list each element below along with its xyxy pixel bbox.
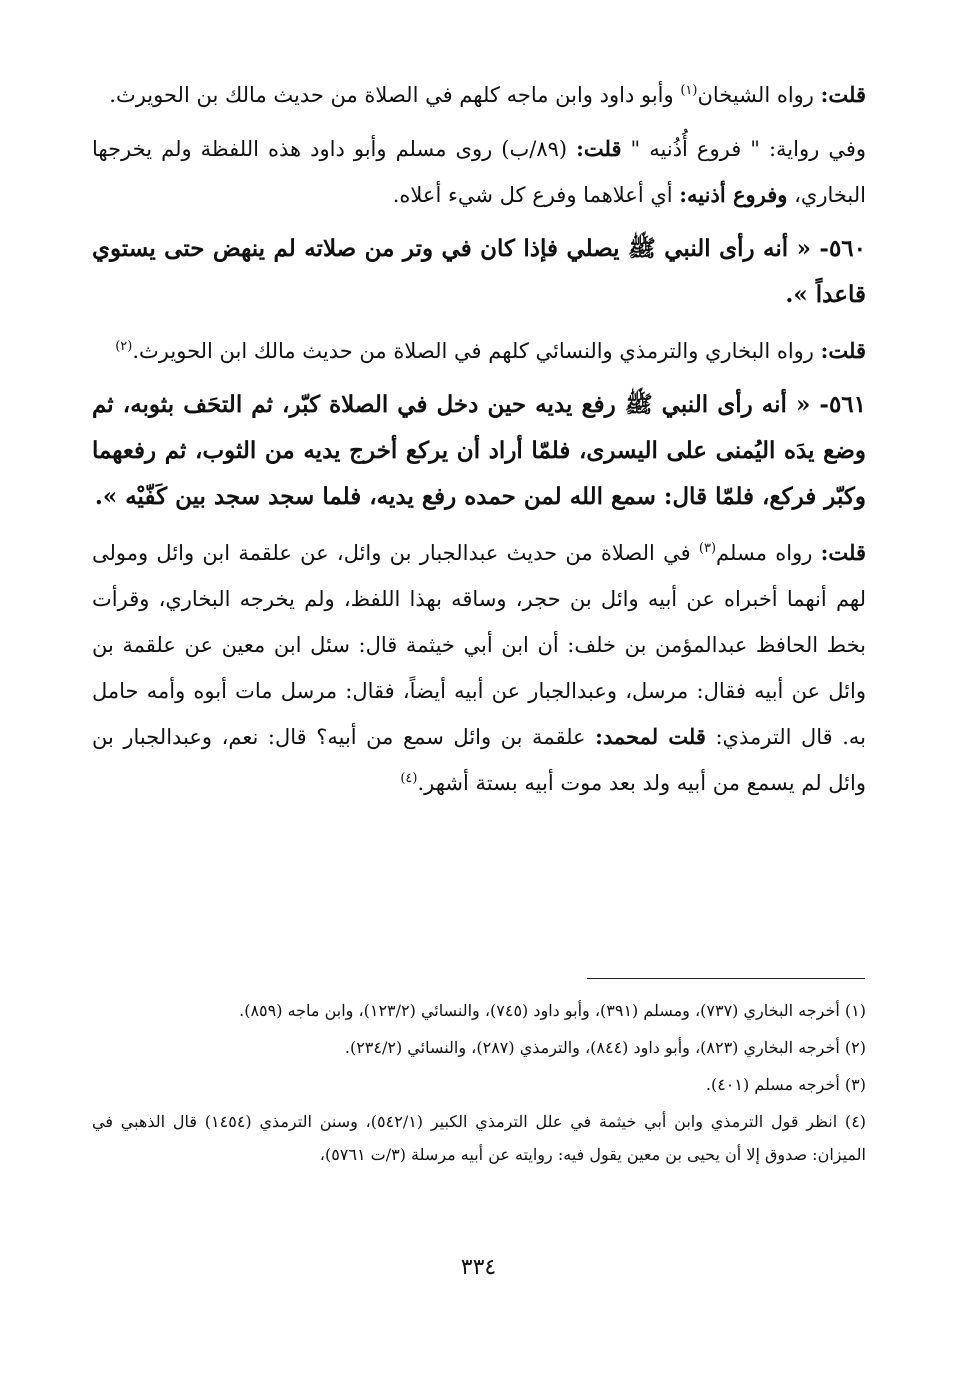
footnote-ref-4[interactable]: (٤)	[400, 771, 418, 786]
paragraph-text: في الصلاة من حديث عبدالجبار بن وائل، عن علقمة ابن وائل ومولى لهم أنهما أخبراه عن أبيه وائل بن حجر، وساقه بهذا اللفظ، ولم يخرجه البخاري، وقرأت بخط الحافظ عبدالمؤمن بن خلف: أن ابن أبي خيثمة قال: سئل ابن معين عن علقمة بن وائل عن أبيه فقال: مرسل، وعبدالجبار عن أبيه أيضاً، فقال: مرسل مات أبوه وأمه حامل به. قال الترمذي:	[92, 541, 866, 749]
paragraph-text: رواه الشيخان	[697, 83, 821, 107]
hadith-561: ٥٦١- « أنه رأى النبي ﷺ رفع يديه حين دخل في الصلاة كبّر، ثم التحَف بثوبه، ثم وضع يدَه اليُمنى على اليسرى، فلمّا أراد أن يركع أخرج يديه من الثوب، ثم رفعهما وكبّر فركع، فلمّا قال: سمع الله لمن حمده رفع يديه، فلما سجد سجد بين كَفّيْه ».	[92, 391, 866, 510]
qult-label: قلت:	[820, 338, 866, 363]
qult-label: قلت:	[576, 136, 622, 161]
footnote-4: (٤) انظر قول الترمذي وابن أبي خيثمة في علل الترمذي الكبير (٥٤٢/١)، وسنن الترمذي (١٤٥٤) قال الذهبي في الميزان: صدوق إلا أن يحيى بن معين يقول فيه: روايته عن أبيه مرسلة (٣/ت ٥٧٦١)،	[92, 1112, 867, 1164]
hadith-560: ٥٦٠- « أنه رأى النبي ﷺ يصلي فإذا كان في وتر من صلاته لم ينهض حتى يستوي قاعداً ».	[92, 235, 866, 308]
page-number: ٣٣٤	[460, 1255, 497, 1280]
paragraph-text: وأبو داود وابن ماجه كلهم في الصلاة من حديث مالك بن الحويرث.	[109, 83, 681, 107]
paragraph-source-note-1	[92, 72, 866, 118]
paragraph-text: أي أعلاهما وفرع كل شيء أعلاه.	[392, 183, 680, 207]
footnote-3: (٣) أخرجه مسلم (٤٠١).	[705, 1075, 866, 1094]
paragraph-source-note-560	[92, 328, 866, 374]
term-label: وفروع أذنيه:	[679, 182, 788, 207]
footnotes	[92, 994, 866, 1175]
footnote-ref-1[interactable]: (١)	[680, 83, 698, 98]
paragraph-text: علقمة بن وائل سمع من أبيه؟ قال: نعم، وعبدالجبار بن وائل لم يسمع من أبيه ولد بعد موت أبيه بستة أشهر.	[92, 725, 866, 795]
footnote-divider	[587, 978, 865, 979]
qult-label: قلت:	[820, 540, 866, 565]
qult-label: قلت لمحمد:	[595, 724, 706, 749]
paragraph-text: رواه مسلم	[716, 541, 821, 565]
qult-label: قلت:	[820, 82, 866, 107]
footnote-2: (٢) أخرجه البخاري (٨٢٣)، وأبو داود (٨٤٤)، والترمذي (٢٨٧)، والنسائي (٢٣٤/٢).	[344, 1038, 866, 1057]
paragraph-source-note-561	[92, 530, 866, 806]
footnote-ref-2[interactable]: (٢)	[115, 339, 133, 354]
paragraph-text: وفي رواية: " فروع أُذُنيه "	[621, 137, 867, 161]
paragraph-text: رواه البخاري والترمذي والنسائي كلهم في الصلاة من حديث مالك ابن الحويرث.	[132, 339, 821, 363]
footnote-1: (١) أخرجه البخاري (٧٣٧)، ومسلم (٣٩١)، وأبو داود (٧٤٥)، والنسائي (١٢٣/٢)، وابن ماجه (٨٥٩).	[239, 1001, 866, 1020]
footnote-ref-3[interactable]: (٣)	[698, 541, 717, 556]
page-body	[92, 72, 866, 814]
paragraph-text: (٨٩/ب) روى مسلم وأبو داود هذه اللفظة ولم يخرجها البخاري،	[92, 137, 866, 207]
paragraph-riwaya	[92, 126, 866, 218]
